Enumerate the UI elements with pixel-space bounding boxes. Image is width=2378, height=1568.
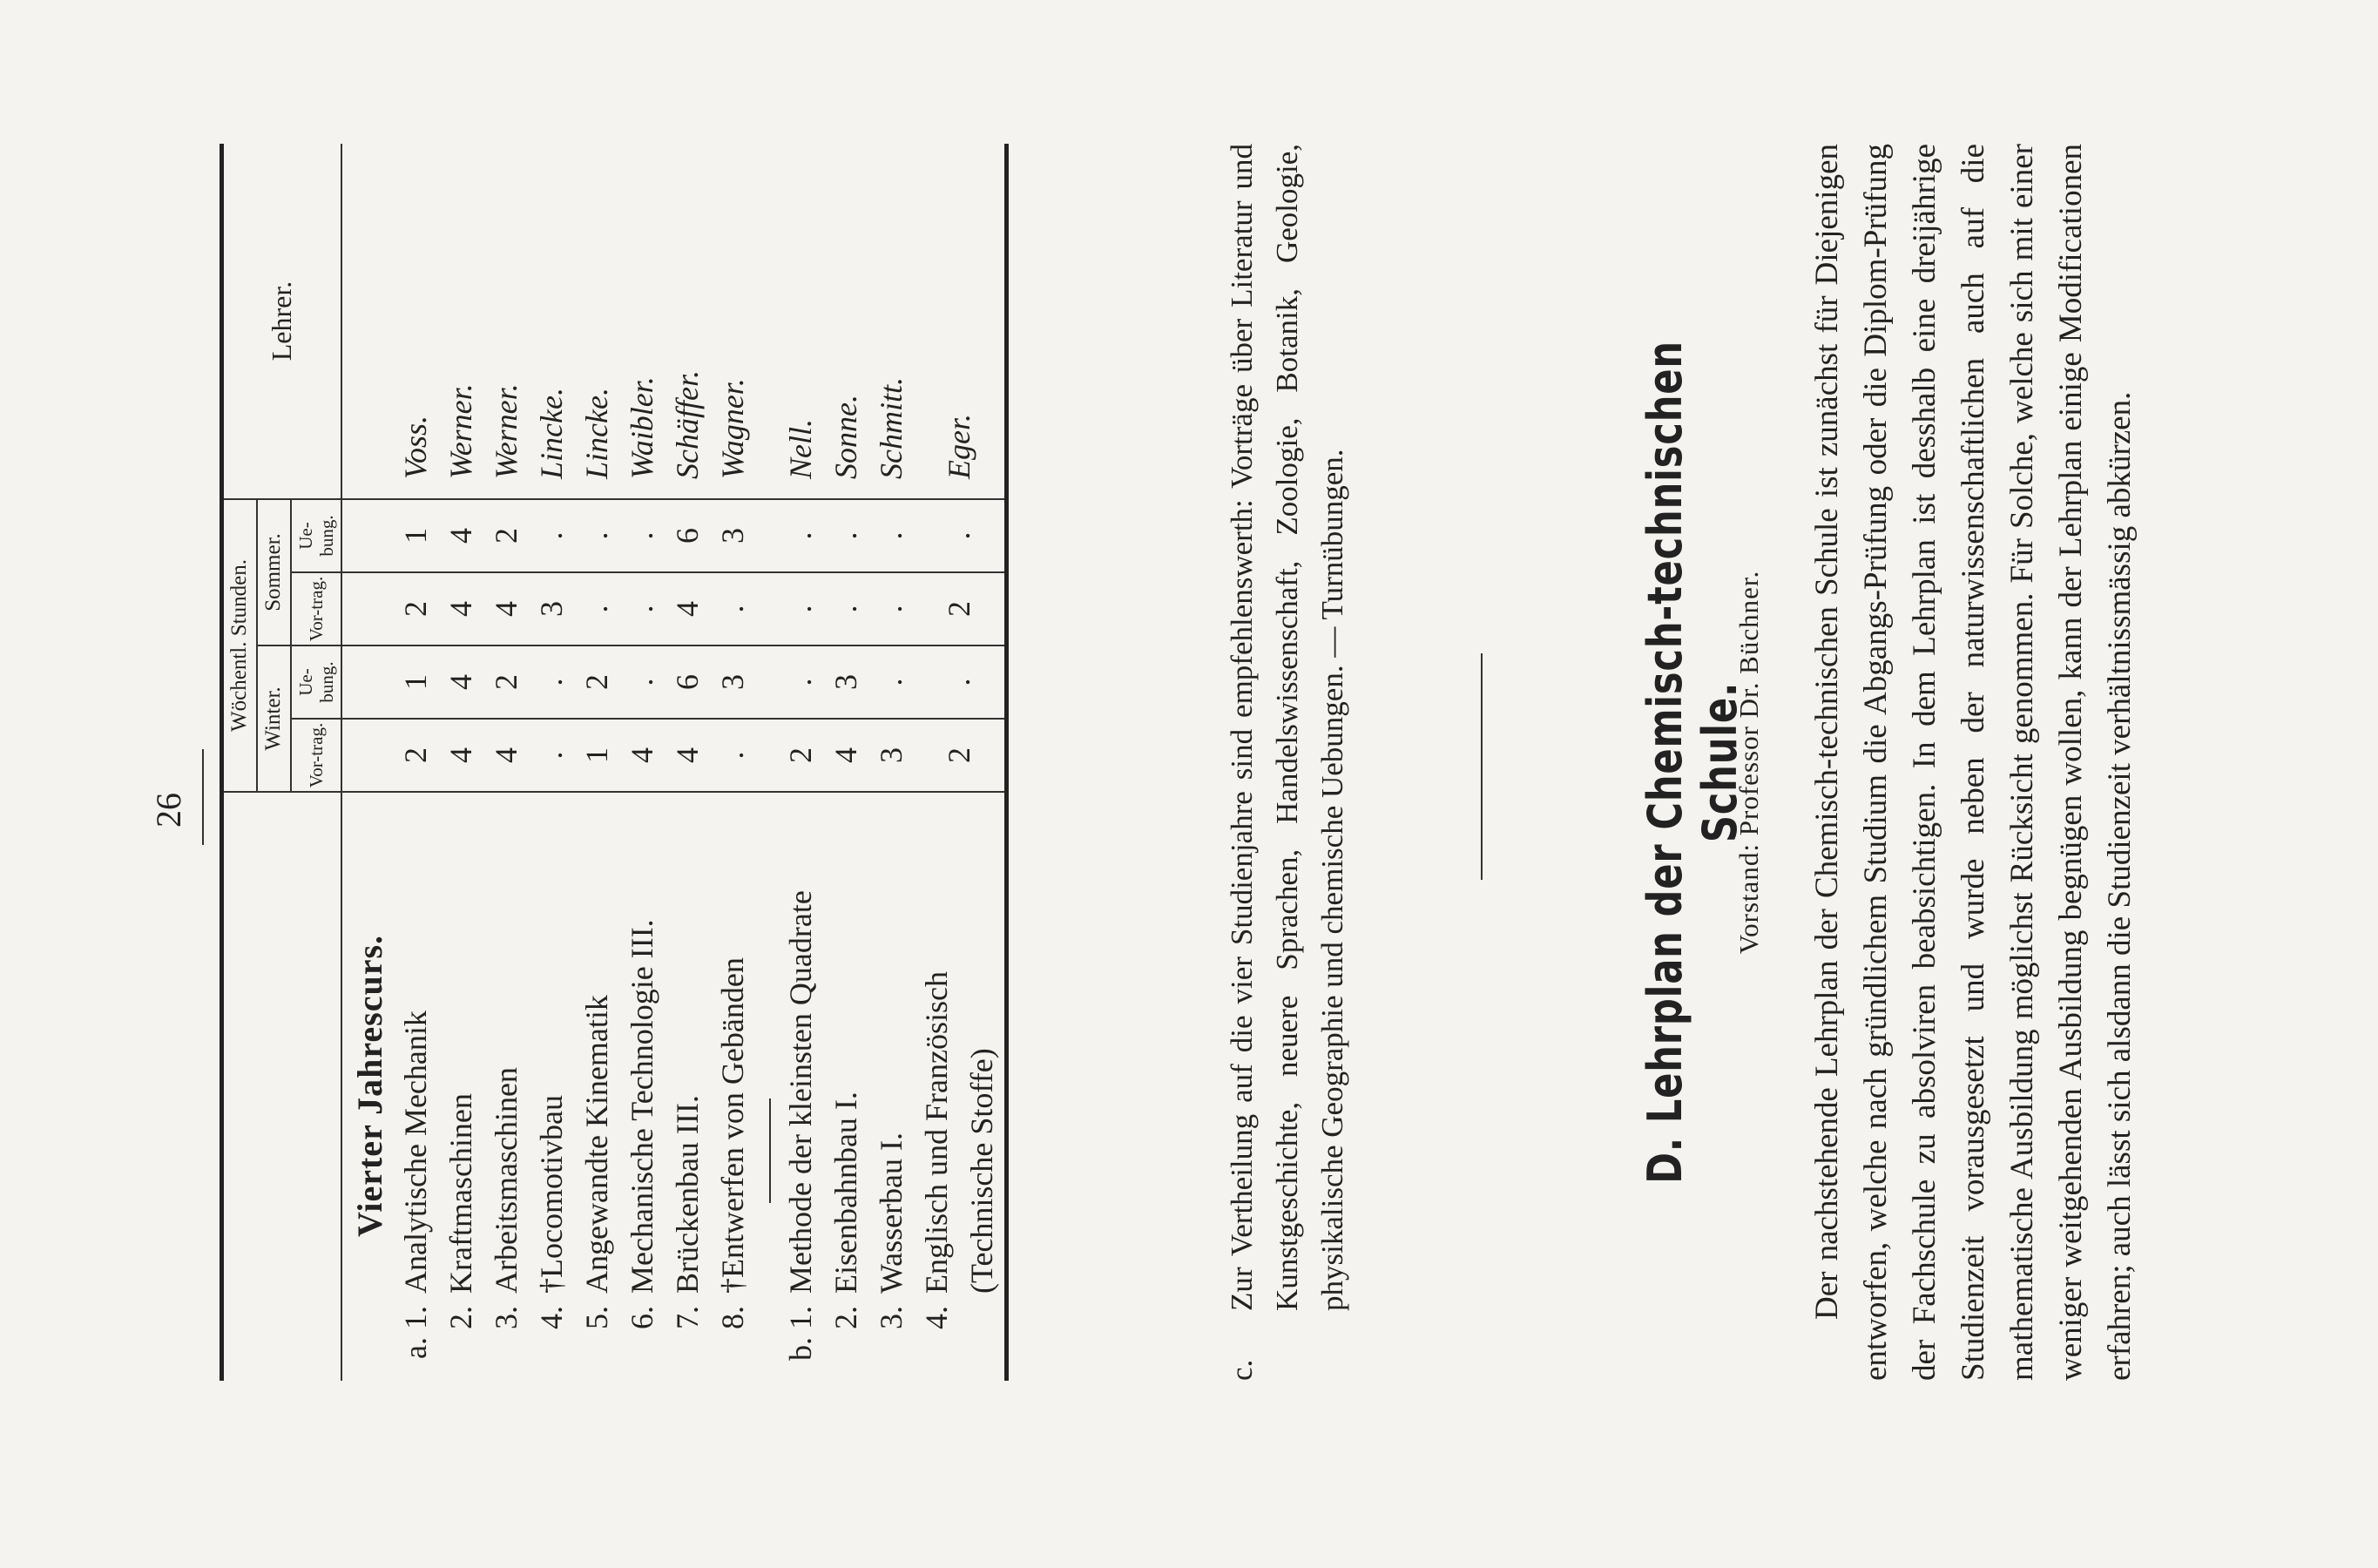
winter-exercise-hours: 3 — [823, 645, 868, 719]
course-index: 5. — [578, 1306, 614, 1329]
summer-lecture-hours: . — [823, 572, 868, 645]
winter-exercise-hours: . — [778, 645, 823, 719]
summer-exercise-hours: 6 — [665, 499, 710, 572]
winter-exercise-header: Ue-bung. — [291, 645, 341, 719]
teacher-name: Werner. — [438, 144, 483, 499]
course-name: Angewandte Kinematik — [578, 995, 614, 1294]
summer-exercise-hours: . — [619, 499, 665, 572]
course-index: 2. — [442, 1306, 478, 1329]
summer-exercise-hours: . — [914, 499, 1007, 572]
summer-exercise-hours: . — [823, 499, 868, 572]
summer-lecture-hours: 4 — [483, 572, 529, 645]
teacher-name: Eger. — [914, 144, 1007, 499]
course-name: †Locomotivbau — [533, 1095, 569, 1294]
winter-exercise-hours: 3 — [710, 645, 755, 719]
summer-exercise-hours: . — [574, 499, 619, 572]
teacher-name: Werner. — [483, 144, 529, 499]
course-row — [823, 144, 868, 1381]
course-schedule-table — [220, 144, 1009, 1381]
course-row — [438, 144, 483, 1381]
section-divider — [1481, 653, 1483, 880]
course-row — [483, 144, 529, 1381]
course-index: 3. — [873, 1306, 909, 1329]
teacher-name: Sonne. — [823, 144, 868, 499]
teacher-name: Voss. — [393, 144, 438, 499]
course-name: †Entwerfen von Gebänden — [714, 957, 750, 1294]
course-cell — [619, 792, 665, 1381]
course-row — [914, 144, 1007, 1381]
course-column-header — [222, 792, 341, 1381]
course-name: Wasserbau I. — [873, 1132, 909, 1294]
summer-lecture-hours: . — [778, 572, 823, 645]
winter-lecture-hours: 4 — [665, 719, 710, 792]
note-paragraph — [1219, 144, 1355, 1381]
summer-exercise-header: Ue-bung. — [291, 499, 341, 572]
course-name: Englisch und Französisch — [918, 971, 954, 1294]
winter-exercise-hours: 6 — [665, 645, 710, 719]
year-heading-row — [341, 144, 393, 1381]
summer-exercise-hours: . — [529, 499, 574, 572]
course-index: 2. — [828, 1306, 863, 1329]
course-cell — [574, 792, 619, 1381]
winter-lecture-hours: 4 — [438, 719, 483, 792]
course-cell — [483, 792, 529, 1381]
summer-lecture-hours: 4 — [665, 572, 710, 645]
note-text: Zur Vertheilung auf die vier Studienjahre sind empfehlenswerth: Vorträge über Literatur und Kunstgeschichte, neuere Sprachen, Handelswissenschaft, Zoologie, Botanik, Geologie, physikalische Geographie und chemische Uebungen. — Turnübungen. — [1225, 144, 1349, 1311]
winter-lecture-hours: . — [529, 719, 574, 792]
page-number-rule — [202, 749, 204, 845]
winter-lecture-hours: 2 — [393, 719, 438, 792]
winter-exercise-hours: . — [619, 645, 665, 719]
summer-lecture-hours: . — [868, 572, 914, 645]
winter-exercise-hours: . — [529, 645, 574, 719]
course-row — [574, 144, 619, 1381]
winter-exercise-hours: . — [914, 645, 1007, 719]
schedule-body — [341, 144, 1007, 1381]
winter-lecture-hours: 2 — [778, 719, 823, 792]
winter-lecture-hours: 1 — [574, 719, 619, 792]
summer-exercise-hours: 1 — [393, 499, 438, 572]
summer-lecture-hours: 2 — [914, 572, 1007, 645]
summer-exercise-hours: . — [868, 499, 914, 572]
summer-exercise-hours: . — [778, 499, 823, 572]
winter-exercise-hours: 4 — [438, 645, 483, 719]
winter-lecture-hours: 4 — [619, 719, 665, 792]
teacher-header: Lehrer. — [222, 144, 341, 499]
teacher-name: Wagner. — [710, 144, 755, 499]
winter-lecture-hours: 4 — [823, 719, 868, 792]
winter-lecture-hours: 2 — [914, 719, 1007, 792]
winter-lecture-header: Vor-trag. — [291, 719, 341, 792]
course-name: Methode der kleinsten Quadrate — [782, 890, 818, 1294]
course-cell — [438, 792, 483, 1381]
course-cell — [393, 792, 438, 1381]
group-separator-row — [755, 144, 778, 1381]
course-name: Arbeitsmaschinen — [488, 1067, 524, 1294]
course-row — [665, 144, 710, 1381]
course-cell — [823, 792, 868, 1381]
intro-text: Der nachstehende Lehrplan der Chemisch-technischen Schule ist zunächst für Diejenigen entworfen, welche nach gründlichem Studium die Abgangs-Prüfung oder die Diplom-Prüfung der Fachschule zu absolviren beabsichtigen. In dem Lehrplan ist desshalb eine dreijährige Studienzeit vorausgesetzt und wurde neben der naturwissenschaftlichen auch auf die mathematische Ausbildung möglichst Rücksicht genommen. Für Solche, welche sich mit einer weniger weitgehenden Ausbildung begnügen wollen, kann der Lehrplan einige Modificationen erfahren; auch lässt sich alsdann die Studienzeit verhältnissmässig abkürzen. — [1809, 144, 2138, 1381]
course-name: Mechanische Technologie III. — [624, 919, 659, 1294]
winter-exercise-hours: . — [868, 645, 914, 719]
course-cell — [710, 792, 755, 1381]
winter-exercise-hours: 2 — [483, 645, 529, 719]
course-cell — [914, 792, 1007, 1381]
summer-exercise-hours: 3 — [710, 499, 755, 572]
course-row — [710, 144, 755, 1381]
summer-header: Sommer. — [257, 499, 291, 645]
weekly-hours-header: Wöchentl. Stunden. — [222, 499, 257, 792]
course-name: Analytische Mechanik — [397, 1010, 433, 1294]
course-index: 8. — [714, 1306, 750, 1329]
teacher-name: Waibler. — [619, 144, 665, 499]
intro-paragraph — [1803, 144, 2145, 1381]
teacher-name: Lincke. — [529, 144, 574, 499]
course-index: b. 1. — [782, 1306, 818, 1361]
teacher-name: Lincke. — [574, 144, 619, 499]
course-cell — [778, 792, 823, 1381]
winter-lecture-hours: 3 — [868, 719, 914, 792]
course-cell — [868, 792, 914, 1381]
course-row — [868, 144, 914, 1381]
section-head: Vorstand: Professor Dr. Büchner. — [1733, 570, 1764, 955]
course-index: a. 1. — [397, 1306, 433, 1359]
course-row — [778, 144, 823, 1381]
page-number: 26 — [149, 793, 188, 828]
teacher-name: Schmitt. — [868, 144, 914, 499]
group-separator-rule — [769, 1098, 771, 1203]
section-title: D. Lehrplan der Chemisch-technischen Schule. — [1638, 341, 1747, 1184]
year-heading: Vierter Jahrescurs. — [349, 934, 389, 1238]
course-index: 6. — [624, 1306, 659, 1329]
winter-exercise-hours: 2 — [574, 645, 619, 719]
winter-exercise-hours: 1 — [393, 645, 438, 719]
summer-lecture-header: Vor-trag. — [291, 572, 341, 645]
course-index: 3. — [488, 1306, 524, 1329]
course-index: 4. — [533, 1306, 569, 1329]
teacher-name: Schäffer. — [665, 144, 710, 499]
summer-exercise-hours: 2 — [483, 499, 529, 572]
winter-lecture-hours: 4 — [483, 719, 529, 792]
course-row — [393, 144, 438, 1381]
course-name: Kraftmaschinen — [442, 1093, 478, 1294]
winter-header: Winter. — [257, 645, 291, 792]
course-name: Eisenbahnbau I. — [828, 1092, 863, 1294]
course-cell — [529, 792, 574, 1381]
course-name: Brückenbau III. — [669, 1095, 705, 1294]
summer-lecture-hours: . — [619, 572, 665, 645]
course-cell — [665, 792, 710, 1381]
course-row — [619, 144, 665, 1381]
summer-lecture-hours: 4 — [438, 572, 483, 645]
summer-lecture-hours: . — [710, 572, 755, 645]
winter-lecture-hours: . — [710, 719, 755, 792]
summer-lecture-hours: 3 — [529, 572, 574, 645]
summer-exercise-hours: 4 — [438, 499, 483, 572]
teacher-name: Nell. — [778, 144, 823, 499]
course-index: 7. — [669, 1306, 705, 1329]
summer-lecture-hours: 2 — [393, 572, 438, 645]
note-tag: c. — [1225, 1359, 1259, 1381]
course-index: 4. — [918, 1306, 954, 1329]
course-row — [529, 144, 574, 1381]
course-name-continued: (Technische Stoffe) — [963, 1048, 999, 1294]
summer-lecture-hours: . — [574, 572, 619, 645]
